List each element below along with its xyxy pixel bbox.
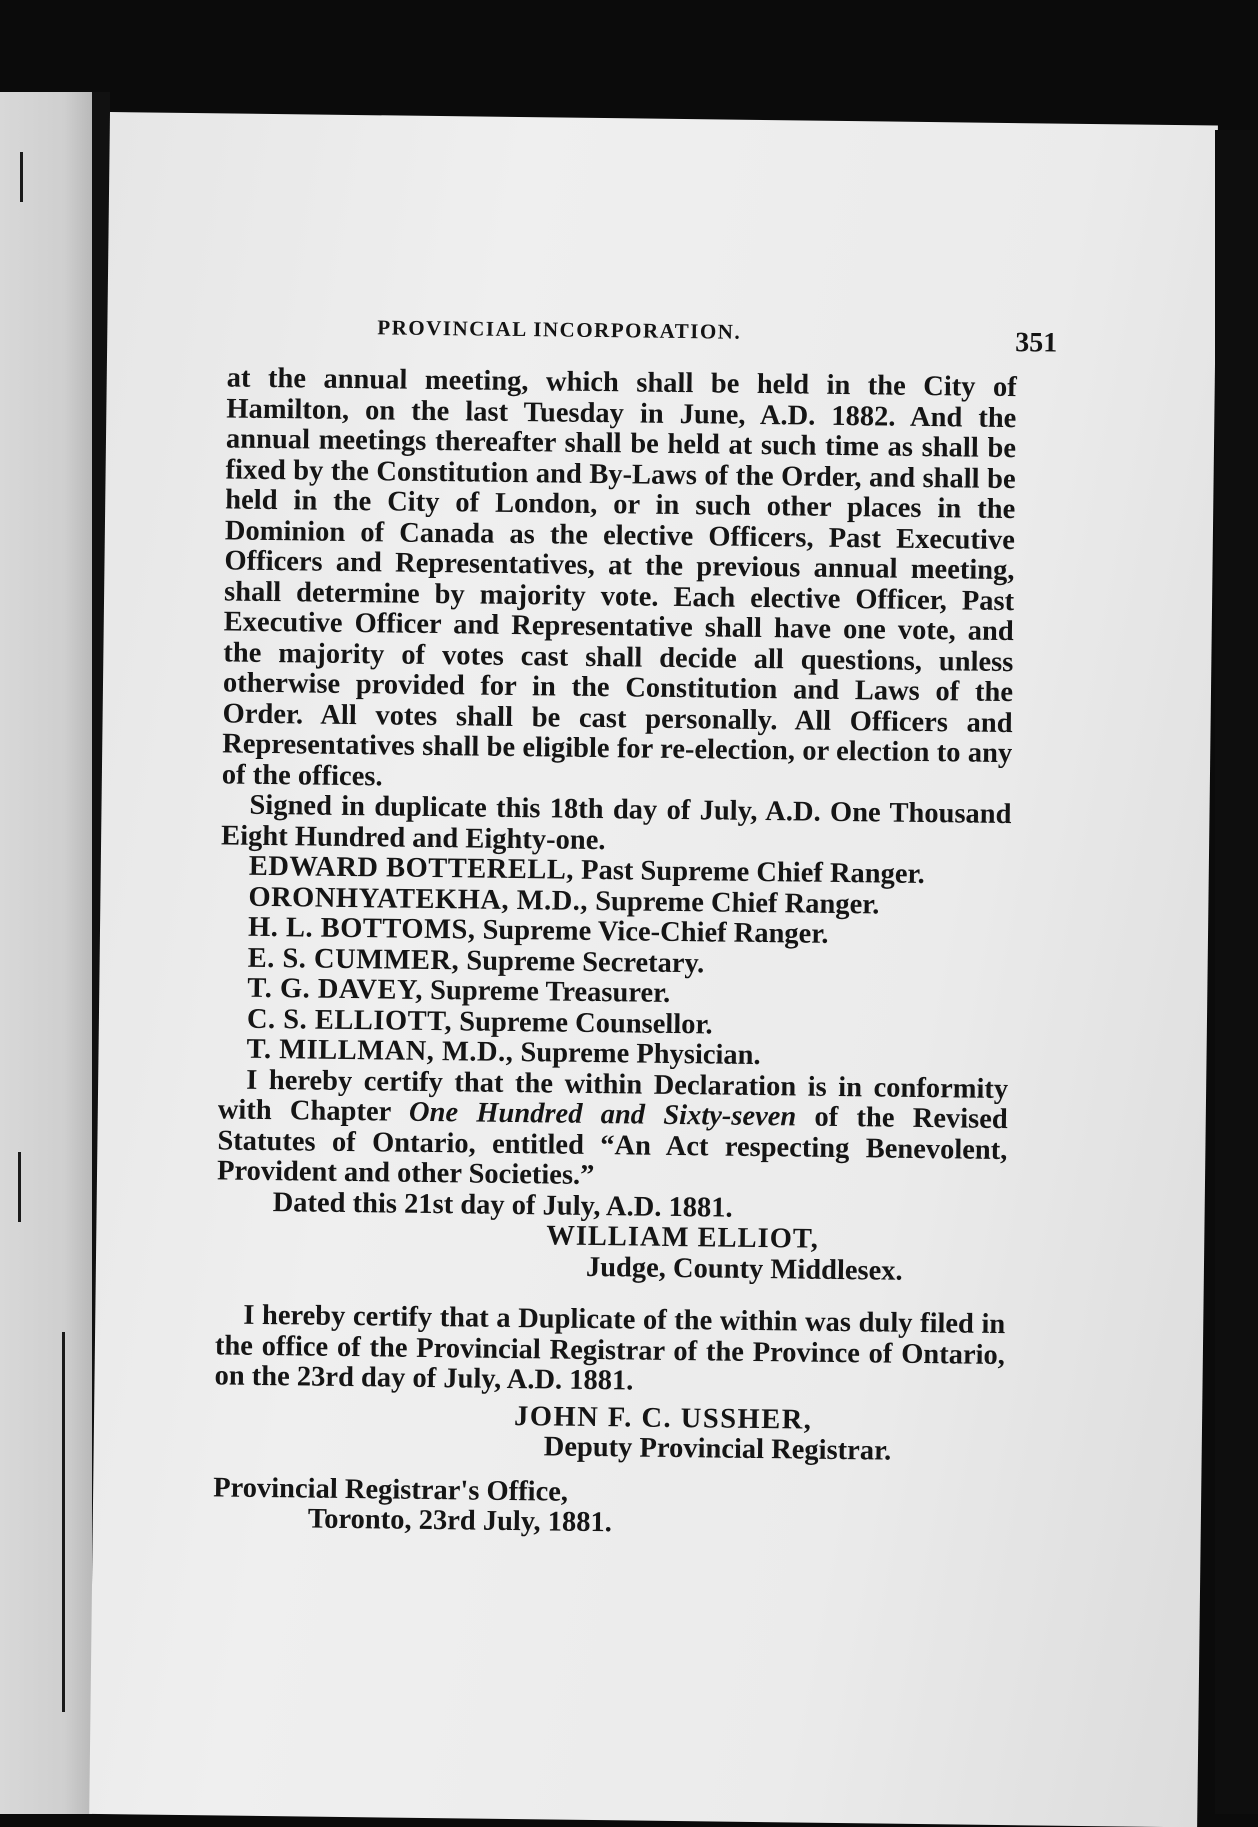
book-page <box>89 112 1218 1827</box>
registrar-name: JOHN F. C. USSHER, <box>513 1400 813 1436</box>
signatory-name: EDWARD BOTTERELL, <box>248 850 575 886</box>
dated-line: Dated this 21st day of July, A.D. 1881. <box>272 1186 733 1224</box>
signing-paragraph: Signed in duplicate this 18th day of July, A.D. One Thousand Eight Hundred and Eighty-one. <box>220 789 1012 856</box>
signatory-title: Supreme Treasurer. <box>429 974 671 1009</box>
office-address: Provincial Registrar's Office, <box>213 1471 569 1508</box>
scan-border <box>1215 130 1258 1814</box>
signatory-title: Supreme Secretary. <box>466 944 705 979</box>
running-title: PROVINCIAL INCORPORATION. <box>377 315 742 344</box>
signatory-title: Supreme Counsellor. <box>459 1005 713 1040</box>
signatory-list <box>218 851 1021 1074</box>
facing-page-mark <box>62 1332 65 1712</box>
certification-text: of the Revised Statutes of Ontario, entitled “An Act respecting Benevolent, Provident and other Societies.” <box>216 1101 1008 1191</box>
certification-paragraph <box>217 1065 1008 1197</box>
body-paragraph: at the annual meeting, which shall be held in the City of Hamilton, on the last Tuesday in June, A.D. 1882. And the annual meetings thereafter shall be held at such time as shall be fixed by the Constitution and By-Laws of the Order, and shall be held in the City of London, or in such other places in the Dominion of Canada as the elective Officers, Past Executive Officers and Representatives, at the previous annual meeting, shall determine by majority vote. Each elective Officer, Past Executive Officer and Representative shall have one vote, and the majority of votes cast shall decide all questions, unless otherwise provided for in the Constitution and Laws of the Order. All votes shall be cast personally. All Officers and Representatives shall be eligible for re-election, or election to any of the offices. <box>221 362 1017 792</box>
signatory-name: ORONHYATEKHA, M.D., <box>248 881 589 917</box>
judge-name: WILLIAM ELLIOT, <box>546 1220 820 1255</box>
signatory-title: Supreme Vice-Chief Ranger. <box>482 914 829 950</box>
facing-page-mark <box>18 1152 21 1222</box>
certification-text: I hereby certify that the within Declaration is in conformity with Chapter <box>217 1064 1009 1128</box>
facing-page-mark <box>20 152 23 202</box>
signatory-title: Supreme Physician. <box>520 1037 761 1072</box>
signatory-name: E. S. CUMMER, <box>247 942 460 976</box>
signatory-name: H. L. BOTTOMS, <box>247 911 476 946</box>
registrar-paragraph: I hereby certify that a Duplicate of the within was duly filed in the office of the Provincial Registrar of the Province of Ontario, on the 23rd day of July, A.D. 1881. <box>214 1299 1006 1397</box>
page-content <box>213 313 1058 1543</box>
judge-title: Judge, County Middlesex. <box>585 1251 903 1287</box>
registrar-title: Deputy Provincial Registrar. <box>543 1431 892 1467</box>
chapter-title: One Hundred and Sixty-seven <box>408 1096 797 1133</box>
office-date: Toronto, 23rd July, 1881. <box>307 1503 613 1539</box>
signatory-title: Past Supreme Chief Ranger. <box>580 854 925 891</box>
facing-page-edge <box>0 92 92 1814</box>
page-number: 351 <box>1015 327 1058 359</box>
signatory-name: T. MILLMAN, M.D., <box>246 1033 514 1068</box>
page-header <box>227 313 1058 373</box>
signatory-name: C. S. ELLIOTT, <box>246 1003 453 1037</box>
signatory-title: Supreme Chief Ranger. <box>594 885 880 920</box>
signatory-name: T. G. DAVEY, <box>247 972 424 1006</box>
